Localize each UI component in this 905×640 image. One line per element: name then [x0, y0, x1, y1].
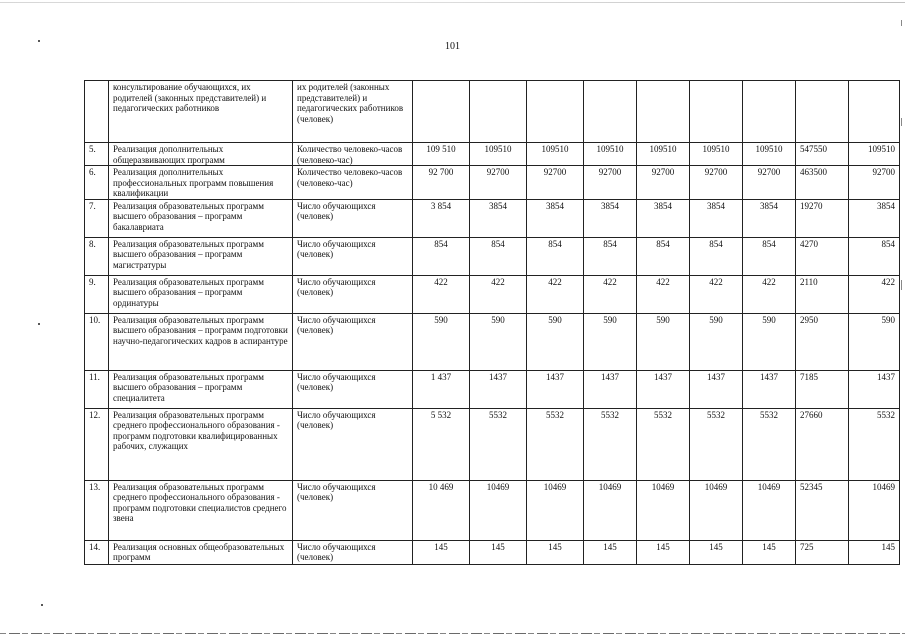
value-cell	[470, 81, 527, 143]
row-number: 6.	[85, 166, 109, 200]
service-name: Реализация образовательных программ высшего образования – программ бакалавриата	[109, 199, 293, 237]
value-cell: 590	[637, 313, 690, 370]
value-cell: 10469	[584, 480, 637, 540]
value-cell: 10469	[470, 480, 527, 540]
value-cell: 145	[527, 540, 584, 564]
row-number: 13.	[85, 480, 109, 540]
service-name: консультирование обучающихся, их родителей (законных представителей) и педагогических работников	[109, 81, 293, 143]
service-name: Реализация образовательных программ высшего образования – программ подготовки научно-педагогических кадров в аспирантуре	[109, 313, 293, 370]
service-name: Реализация образовательных программ высшего образования – программ ординатуры	[109, 275, 293, 313]
value-cell-total: 27660	[796, 408, 849, 480]
value-cell: 854	[637, 237, 690, 275]
value-cell: 422	[849, 275, 900, 313]
value-cell: 3854	[637, 199, 690, 237]
value-cell: 1437	[584, 370, 637, 408]
table-row	[85, 480, 900, 540]
scan-edge-mark	[901, 280, 902, 290]
value-cell: 3854	[584, 199, 637, 237]
value-cell: 854	[743, 237, 796, 275]
value-cell: 422	[527, 275, 584, 313]
scan-top-edge	[0, 2, 905, 3]
measure-unit: Количество человеко-часов (человеко-час)	[293, 143, 413, 166]
value-cell-total: 7185	[796, 370, 849, 408]
table-row	[85, 81, 900, 143]
value-cell: 10469	[637, 480, 690, 540]
value-cell: 92700	[690, 166, 743, 200]
measure-unit: Число обучающихся (человек)	[293, 370, 413, 408]
value-cell: 92700	[849, 166, 900, 200]
value-cell: 92700	[584, 166, 637, 200]
table-row	[85, 143, 900, 166]
value-cell: 3854	[743, 199, 796, 237]
value-cell: 145	[743, 540, 796, 564]
value-cell: 422	[690, 275, 743, 313]
value-cell: 10469	[527, 480, 584, 540]
table-row	[85, 540, 900, 564]
scan-edge-mark	[901, 20, 902, 26]
value-cell: 854	[470, 237, 527, 275]
value-cell	[413, 81, 470, 143]
value-cell: 5532	[470, 408, 527, 480]
scan-speck	[41, 604, 43, 606]
value-cell-total: 19270	[796, 199, 849, 237]
value-cell: 5 532	[413, 408, 470, 480]
row-number: 11.	[85, 370, 109, 408]
value-cell	[743, 81, 796, 143]
row-number: 5.	[85, 143, 109, 166]
service-name: Реализация образовательных программ среднего профессионального образования - программ подготовки квалифицированных рабочих, служащих	[109, 408, 293, 480]
value-cell-total: 52345	[796, 480, 849, 540]
measure-unit: Число обучающихся (человек)	[293, 313, 413, 370]
row-number: 12.	[85, 408, 109, 480]
value-cell: 854	[527, 237, 584, 275]
measure-unit: их родителей (законных представителей) и педагогических работников (человек)	[293, 81, 413, 143]
value-cell: 145	[584, 540, 637, 564]
value-cell-total: 725	[796, 540, 849, 564]
value-cell: 590	[470, 313, 527, 370]
value-cell: 590	[413, 313, 470, 370]
value-cell: 92700	[527, 166, 584, 200]
measure-unit: Число обучающихся (человек)	[293, 480, 413, 540]
value-cell: 10 469	[413, 480, 470, 540]
value-cell: 1 437	[413, 370, 470, 408]
value-cell	[690, 81, 743, 143]
value-cell: 590	[849, 313, 900, 370]
measure-unit: Число обучающихся (человек)	[293, 408, 413, 480]
value-cell: 145	[849, 540, 900, 564]
measure-unit: Число обучающихся (человек)	[293, 199, 413, 237]
value-cell-total: 2950	[796, 313, 849, 370]
value-cell: 1437	[637, 370, 690, 408]
value-cell: 1437	[470, 370, 527, 408]
value-cell-total: 4270	[796, 237, 849, 275]
table-row	[85, 370, 900, 408]
value-cell: 422	[637, 275, 690, 313]
value-cell: 1437	[849, 370, 900, 408]
value-cell: 5532	[690, 408, 743, 480]
value-cell: 5532	[743, 408, 796, 480]
value-cell: 590	[584, 313, 637, 370]
value-cell: 1437	[690, 370, 743, 408]
value-cell	[584, 81, 637, 143]
service-name: Реализация дополнительных общеразвивающих программ	[109, 143, 293, 166]
scan-speck	[38, 323, 40, 325]
value-cell: 92700	[637, 166, 690, 200]
table-row	[85, 237, 900, 275]
value-cell: 3854	[470, 199, 527, 237]
service-name: Реализация образовательных программ среднего профессионального образования - программ подготовки специалистов среднего звена	[109, 480, 293, 540]
value-cell: 109510	[637, 143, 690, 166]
value-cell: 3854	[849, 199, 900, 237]
table-row	[85, 275, 900, 313]
table-row	[85, 408, 900, 480]
row-number: 8.	[85, 237, 109, 275]
value-cell: 92 700	[413, 166, 470, 200]
value-cell-total: 547550	[796, 143, 849, 166]
measure-unit: Число обучающихся (человек)	[293, 237, 413, 275]
value-cell: 109510	[470, 143, 527, 166]
row-number: 14.	[85, 540, 109, 564]
value-cell: 5532	[527, 408, 584, 480]
value-cell: 3854	[527, 199, 584, 237]
value-cell: 109 510	[413, 143, 470, 166]
value-cell: 10469	[849, 480, 900, 540]
value-cell: 109510	[690, 143, 743, 166]
value-cell: 422	[743, 275, 796, 313]
value-cell: 854	[849, 237, 900, 275]
value-cell: 422	[584, 275, 637, 313]
value-cell: 145	[470, 540, 527, 564]
value-cell: 109510	[584, 143, 637, 166]
value-cell: 1437	[743, 370, 796, 408]
table-row	[85, 199, 900, 237]
value-cell: 3 854	[413, 199, 470, 237]
value-cell: 109510	[849, 143, 900, 166]
data-table	[84, 80, 900, 565]
value-cell: 10469	[690, 480, 743, 540]
service-name: Реализация дополнительных профессиональных программ повышения квалификации	[109, 166, 293, 200]
measure-unit: Число обучающихся (человек)	[293, 540, 413, 564]
value-cell: 145	[690, 540, 743, 564]
value-cell: 590	[690, 313, 743, 370]
service-name: Реализация образовательных программ высшего образования – программ специалитета	[109, 370, 293, 408]
value-cell: 590	[743, 313, 796, 370]
value-cell-total	[796, 81, 849, 143]
row-number: 7.	[85, 199, 109, 237]
value-cell	[637, 81, 690, 143]
value-cell: 145	[413, 540, 470, 564]
measure-unit: Количество человеко-часов (человеко-час)	[293, 166, 413, 200]
value-cell: 854	[413, 237, 470, 275]
scan-edge-mark	[901, 118, 902, 126]
value-cell: 422	[470, 275, 527, 313]
value-cell: 590	[527, 313, 584, 370]
row-number	[85, 81, 109, 143]
value-cell	[849, 81, 900, 143]
value-cell: 5532	[584, 408, 637, 480]
table-row	[85, 313, 900, 370]
service-name: Реализация основных общеобразовательных программ	[109, 540, 293, 564]
value-cell: 5532	[849, 408, 900, 480]
value-cell: 10469	[743, 480, 796, 540]
row-number: 9.	[85, 275, 109, 313]
row-number: 10.	[85, 313, 109, 370]
value-cell: 854	[584, 237, 637, 275]
value-cell: 5532	[637, 408, 690, 480]
page-number: 101	[445, 41, 460, 52]
value-cell: 92700	[470, 166, 527, 200]
value-cell: 109510	[743, 143, 796, 166]
service-name: Реализация образовательных программ высшего образования – программ магистратуры	[109, 237, 293, 275]
measure-unit: Число обучающихся (человек)	[293, 275, 413, 313]
value-cell: 854	[690, 237, 743, 275]
value-cell: 422	[413, 275, 470, 313]
value-cell: 109510	[527, 143, 584, 166]
value-cell: 3854	[690, 199, 743, 237]
value-cell	[527, 81, 584, 143]
value-cell-total: 463500	[796, 166, 849, 200]
table-row	[85, 166, 900, 200]
value-cell-total: 2110	[796, 275, 849, 313]
scan-bottom-edge	[0, 633, 905, 634]
value-cell: 92700	[743, 166, 796, 200]
value-cell: 1437	[527, 370, 584, 408]
value-cell: 145	[637, 540, 690, 564]
